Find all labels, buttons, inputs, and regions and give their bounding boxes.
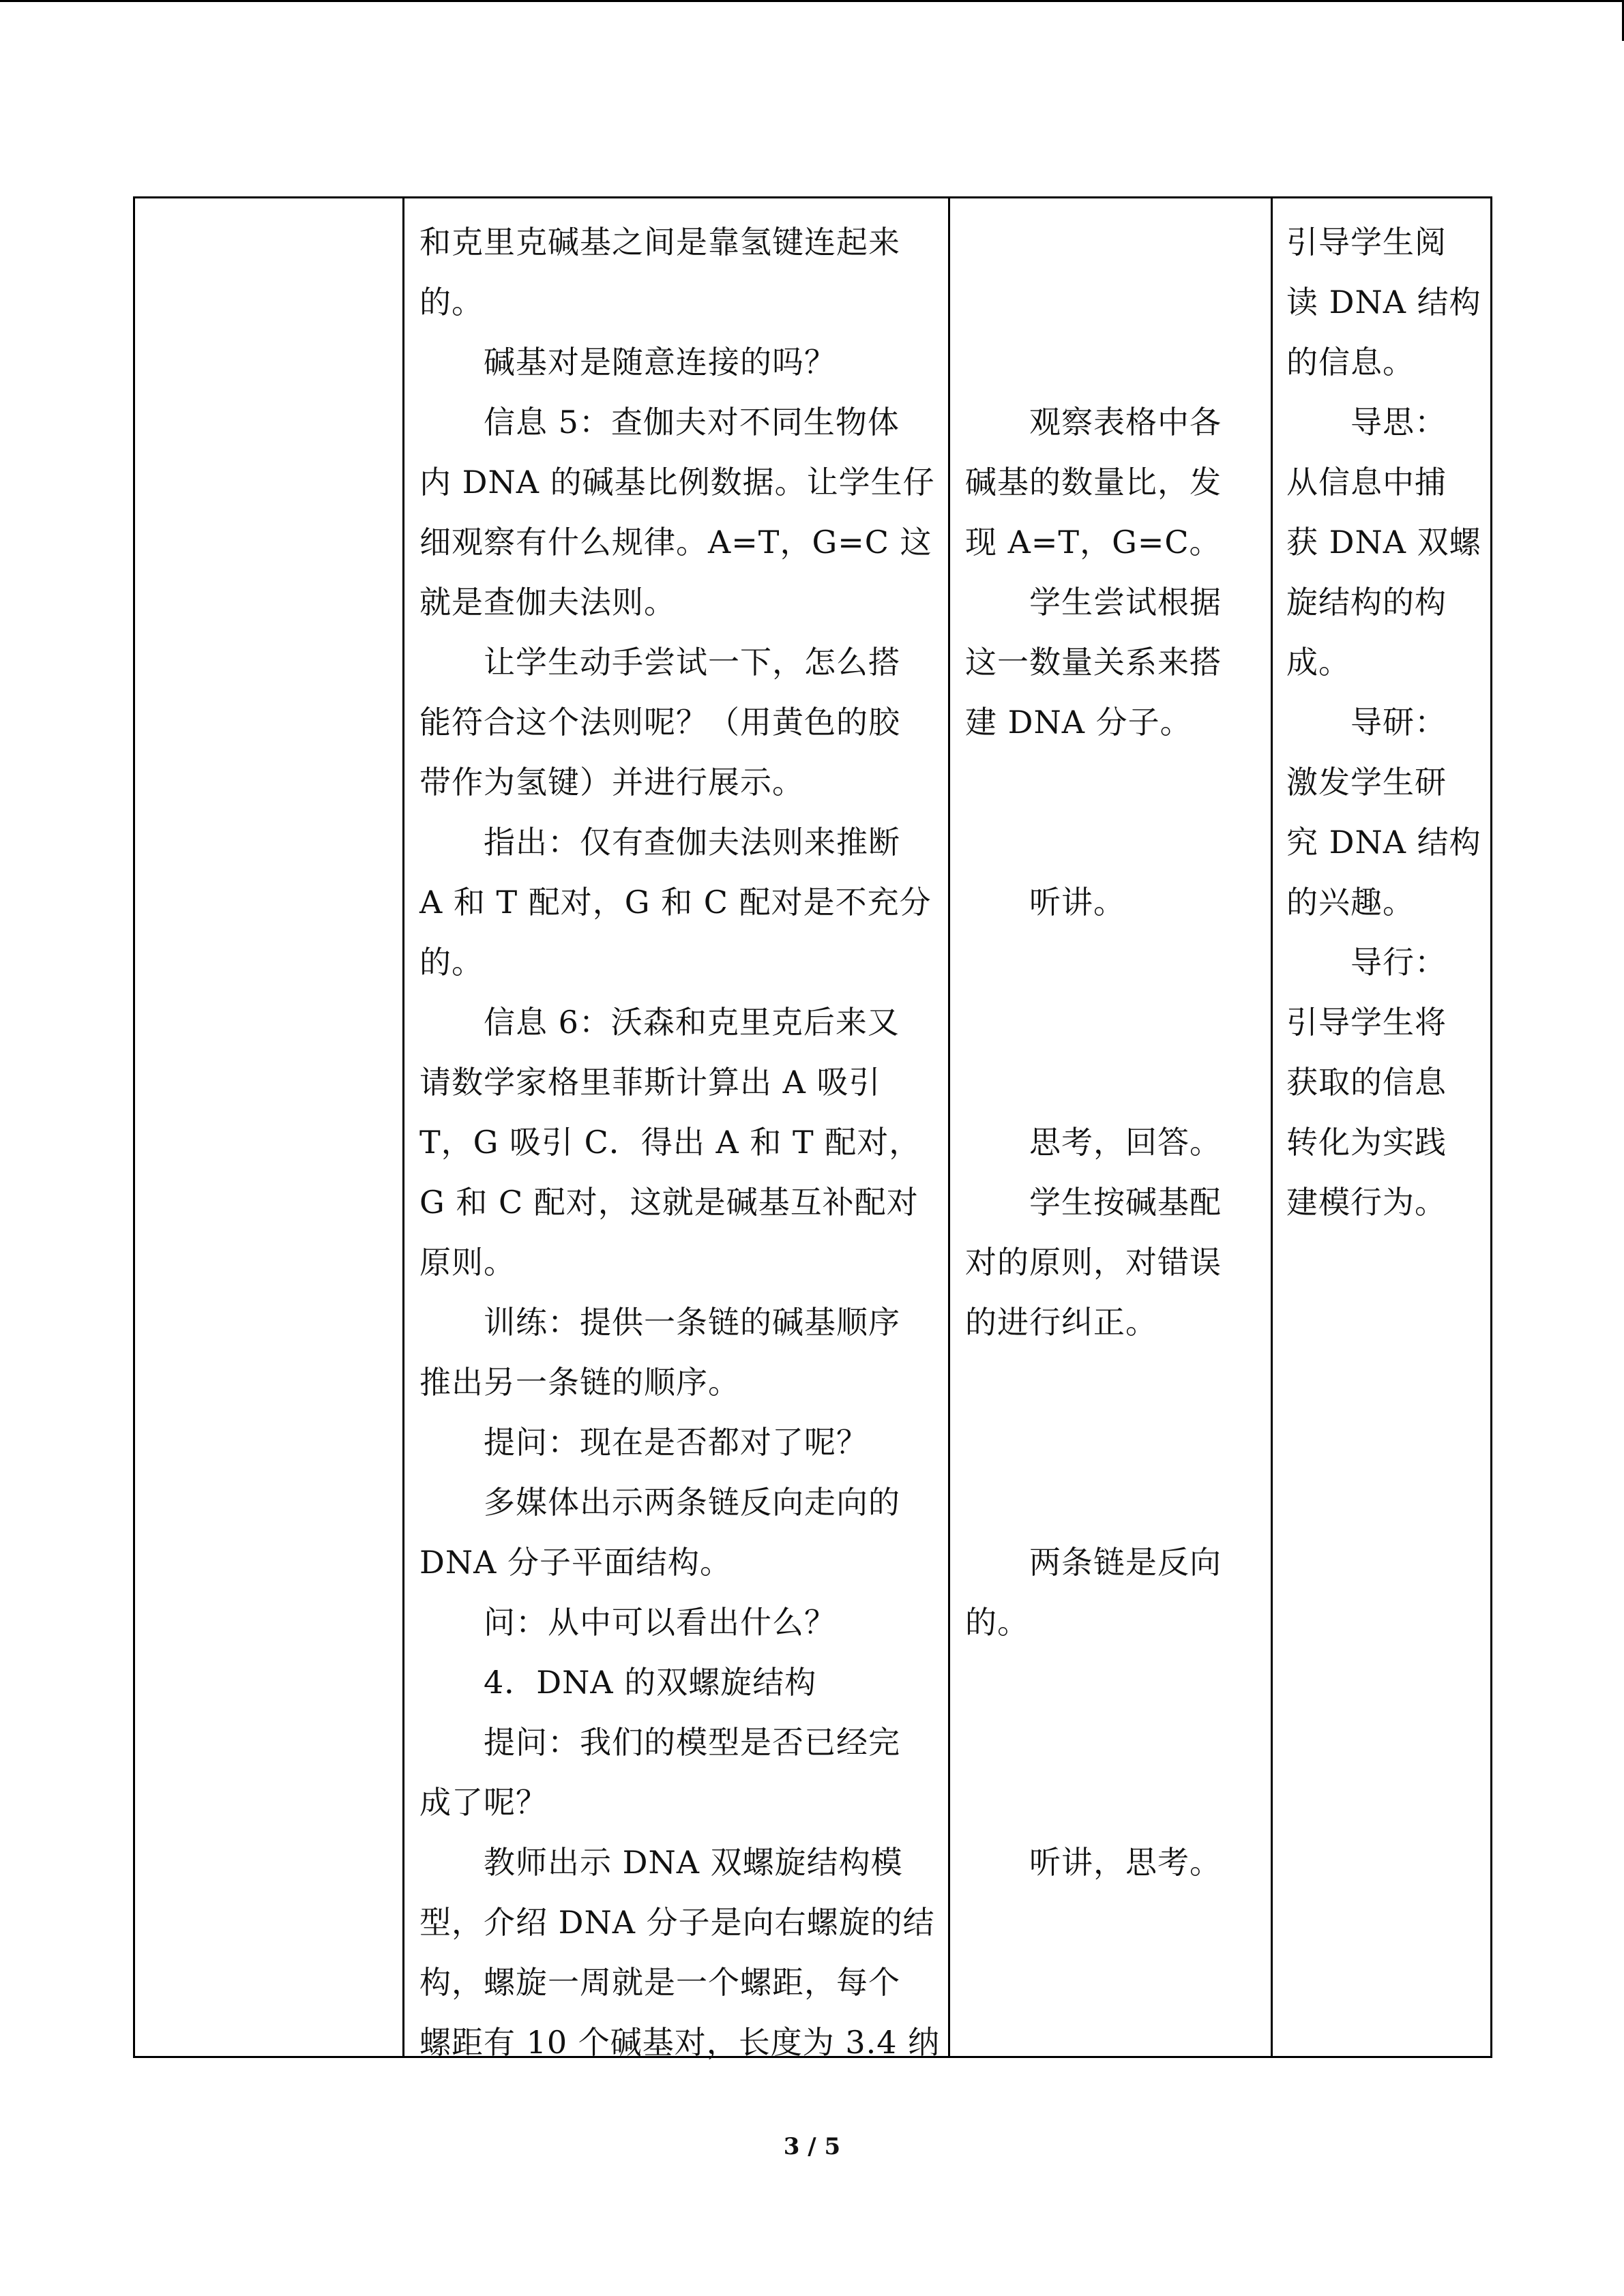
text-line: 读 DNA 结构 [1286, 284, 1481, 320]
text-line: 型，介绍 DNA 分子是向右螺旋的结 [419, 1904, 935, 1941]
text-line [965, 2012, 1222, 2072]
text-line [965, 752, 1222, 812]
text-line: 导研： [1286, 704, 1447, 741]
text-line [965, 1652, 1222, 1712]
student-activity-text [965, 212, 1222, 2072]
text-line: 的兴趣。 [1286, 884, 1415, 921]
text-line: 引导学生阅 [1286, 224, 1447, 260]
text-line [965, 1772, 1222, 1832]
text-line: 能符合这个法则呢？（用黄色的胶 [419, 704, 900, 741]
text-line: 激发学生研 [1286, 764, 1447, 801]
text-line: 带作为氢键）并进行展示。 [419, 764, 804, 801]
text-line: 构，螺旋一周就是一个螺距，每个 [419, 1964, 900, 2001]
text-line: 对的原则，对错误 [965, 1244, 1222, 1281]
text-line: 旋结构的构 [1286, 584, 1447, 621]
text-line: 就是查伽夫法则。 [419, 584, 676, 621]
text-line: 获取的信息 [1286, 1064, 1447, 1101]
text-line: G 和 C 配对，这就是碱基互补配对 [419, 1184, 919, 1221]
design-intent-text [1286, 212, 1481, 1232]
text-line: 导行： [1286, 944, 1447, 981]
text-line: 究 DNA 结构 [1286, 824, 1481, 861]
text-line: 提问：我们的模型是否已经完 [419, 1724, 900, 1761]
teacher-activity-text [419, 212, 940, 2072]
text-line: 提问：现在是否都对了呢？ [419, 1424, 868, 1461]
text-line: 引导学生将 [1286, 1004, 1447, 1041]
text-line [965, 1892, 1222, 1952]
text-line: 推出另一条链的顺序。 [419, 1364, 740, 1401]
text-line: 从信息中捕 [1286, 464, 1447, 501]
text-line: 导思： [1286, 404, 1447, 441]
stage-column [135, 198, 404, 2056]
text-line: 转化为实践 [1286, 1124, 1447, 1161]
text-line: 思考，回答。 [965, 1124, 1222, 1161]
text-line [965, 1712, 1222, 1772]
student-activity-column [950, 198, 1273, 2056]
text-line: 信息 6：沃森和克里克后来又 [419, 1004, 900, 1041]
design-intent-column [1273, 198, 1494, 2056]
text-line [965, 1472, 1222, 1532]
text-line: 教师出示 DNA 双螺旋结构模 [419, 1844, 903, 1881]
text-line: 碱基对是随意连接的吗？ [419, 344, 836, 381]
text-line: 建模行为。 [1286, 1184, 1447, 1221]
page-number: 3 / 5 [783, 2133, 841, 2160]
text-line: A 和 T 配对，G 和 C 配对是不充分 [419, 884, 932, 921]
text-line: 现 A=T，G=C。 [965, 524, 1222, 561]
page-top-border [0, 0, 1624, 2]
text-line: 成。 [1286, 644, 1350, 681]
text-line [965, 1412, 1222, 1472]
text-line: 让学生动手尝试一下，怎么搭 [419, 644, 900, 681]
text-line: 内 DNA 的碱基比例数据。让学生仔 [419, 464, 935, 501]
text-line: DNA 分子平面结构。 [419, 1544, 732, 1581]
text-line: 的进行纠正。 [965, 1304, 1157, 1341]
text-line: 这一数量关系来搭 [965, 644, 1222, 681]
teacher-activity-column [404, 198, 950, 2061]
text-line: 的信息。 [1286, 344, 1415, 381]
text-line: 碱基的数量比，发 [965, 464, 1222, 501]
text-line: 问：从中可以看出什么？ [419, 1604, 836, 1641]
text-line: 和克里克碱基之间是靠氢键连起来 [419, 224, 900, 260]
text-line [965, 272, 1222, 332]
lesson-table [133, 196, 1492, 2061]
text-line: 请数学家格里菲斯计算出 A 吸引 [419, 1064, 881, 1101]
text-line: 指出：仅有查伽夫法则来推断 [419, 824, 900, 861]
text-line: 建 DNA 分子。 [965, 704, 1192, 741]
text-line: 4．DNA 的双螺旋结构 [419, 1664, 817, 1701]
text-line: 的。 [419, 944, 484, 981]
text-line [965, 1052, 1222, 1112]
text-line [965, 812, 1222, 872]
text-line [965, 212, 1222, 272]
text-line: 细观察有什么规律。A=T，G=C 这 [419, 524, 932, 561]
text-line: 听讲，思考。 [965, 1844, 1222, 1881]
text-line [965, 932, 1222, 992]
text-line: 训练：提供一条链的碱基顺序 [419, 1304, 900, 1341]
text-line: 获 DNA 双螺 [1286, 524, 1481, 561]
text-line: 的。 [419, 284, 484, 320]
text-line: 的。 [965, 1604, 1029, 1641]
text-line: 多媒体出示两条链反向走向的 [419, 1484, 900, 1521]
text-line [965, 332, 1222, 392]
text-line: 信息 5：查伽夫对不同生物体 [419, 404, 900, 441]
text-line [965, 992, 1222, 1052]
text-line: T，G 吸引 C．得出 A 和 T 配对， [419, 1124, 921, 1161]
text-line: 听讲。 [965, 884, 1125, 921]
text-line: 学生按碱基配 [965, 1184, 1222, 1221]
text-line: 观察表格中各 [965, 404, 1222, 441]
text-line [965, 1952, 1222, 2012]
text-line: 螺距有 10 个碱基对，长度为 3.4 纳 [419, 2024, 941, 2061]
text-line: 原则。 [419, 1244, 516, 1281]
text-line: 学生尝试根据 [965, 584, 1222, 621]
text-line [965, 1352, 1222, 1412]
text-line: 成了呢？ [419, 1784, 548, 1821]
text-line: 两条链是反向 [965, 1544, 1222, 1581]
